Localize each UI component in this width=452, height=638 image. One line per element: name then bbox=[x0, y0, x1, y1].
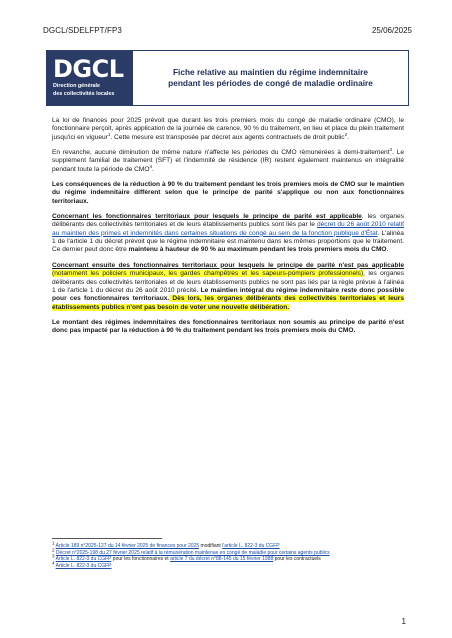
page-number: 1 bbox=[401, 617, 406, 626]
p2-text-b: . Le supplément familial de traitement (SFT) et l'indemnité de résidence (IR) restent également maintenus en intégralité pendant toute la période de CMO bbox=[52, 149, 404, 173]
footnotes bbox=[52, 540, 407, 570]
paragraph-4 bbox=[52, 213, 404, 255]
decret-2010-link[interactable]: décret du 26 août 2010 relatif au maintien des primes et indemnités dans certaines situations de congé au sein de la fonction publique d'État bbox=[52, 221, 404, 237]
footnote-ref-4[interactable]: 4 bbox=[149, 163, 153, 169]
footnote-link[interactable]: Article 189 n°2025-127 du 14 février 2025 de finances pour 2025 bbox=[55, 543, 200, 549]
p1-text-b: . Cette mesure est transposée par décret aux agents contractuels de droit public bbox=[110, 133, 345, 141]
footnote-link-2[interactable]: article 7 du décret n°88-145 du 15 février 1988 bbox=[170, 556, 274, 563]
dgcl-logo bbox=[47, 51, 133, 105]
p4-lead: Concernant les fonctionnaires territoriaux pour lesquels le principe de parité est applicable bbox=[52, 213, 362, 221]
paragraph-6: Le montant des régimes indemnitaires des fonctionnaires territoriaux non soumis au principe de parité n'est donc pas impacté par la réduction à 90 % du traitement pendant les trois premiers mois du CMO. bbox=[52, 318, 404, 335]
footnote-link-2[interactable]: l'article L. 822-3 du CGFP bbox=[222, 543, 280, 549]
footnote-number: 4 bbox=[52, 560, 55, 566]
p4-text-b: . L'alinéa 1 de l'article 1 du décret prévoit que le régime indemnitaire est maintenu dans les mêmes proportions que le traitement. Ce dernier peut donc être bbox=[52, 229, 404, 254]
p5-text-a: , les organes délibérants des collectivités territoriales et de leurs établissements publics ne sont pas liés par la règle prévue à l'alinéa 1 de l'article 1 du décret du 26 août 2010 précité. bbox=[52, 270, 404, 294]
footnote-text: pour les fonctionnaires et bbox=[111, 556, 171, 563]
footnote-ref-2[interactable]: 2 bbox=[344, 131, 348, 137]
document-reference: DGCL/SDELFPT/FP3 bbox=[43, 26, 122, 35]
p1-text-a: La loi de finances pour 2025 prévoit que durant les trois premiers mois du congé de maladie ordinaire (CMO), le fonctionnaire perçoit, après application de la journée de carence, 90 % du traitement, en lieu et place du plein traitement jusqu'ici en vigueur bbox=[52, 117, 404, 141]
footnote-ref-3[interactable]: 3 bbox=[389, 146, 393, 152]
p2-text-c: . bbox=[152, 165, 154, 173]
p2-text-a: En revanche, aucune diminution de même nature n'affecte les périodes du CMO rémunérées à demi-traitement bbox=[52, 149, 390, 157]
p4-text-a: , les organes délibérants des collectivités territoriales et de leurs établissements publics sont liés par le bbox=[52, 213, 404, 229]
footnote-ref-1[interactable]: 1 bbox=[107, 131, 111, 137]
footnote-link[interactable]: Décret n°2025-198 du 27 février 2025 relatif à la rémunération maintenue en congé de maladie pour certains agents publics bbox=[55, 549, 330, 556]
p1-text-c: . bbox=[347, 133, 349, 141]
p5-highlight-1: (notamment les policiers municipaux, les gardes champêtres et les sapeurs-pompiers professionnels) bbox=[52, 270, 364, 278]
title-line-1: Fiche relative au maintien du régime indemnitaire bbox=[172, 67, 369, 77]
p5-lead: Concernant ensuite des fonctionnaires territoriaux pour lesquels le principe de parité n'est pas applicable bbox=[52, 261, 404, 269]
footnote-1 bbox=[52, 540, 407, 549]
p5-bold: Le maintien intégral du régime indemnitaire reste donc possible pour ces fonctionnaires territoriaux. bbox=[52, 286, 404, 303]
logo-subtitle-1: Direction générale bbox=[53, 83, 101, 89]
p5-highlight-2: Dès lors, les organes délibérants des collectivités territoriales et leurs établissements publics n'ont pas besoin de voter une nouvelle délibération. bbox=[52, 295, 405, 311]
footnote-4 bbox=[52, 560, 407, 570]
footnote-number: 1 bbox=[52, 540, 55, 546]
document-date: 25/06/2025 bbox=[371, 26, 412, 35]
paragraph-5 bbox=[52, 262, 404, 312]
title-line-2: pendant les périodes de congé de maladie ordinaire bbox=[168, 78, 373, 88]
footnote-separator bbox=[52, 538, 162, 539]
footnote-text: modifiant bbox=[199, 543, 223, 549]
p4-bold: maintenu à hauteur de 90 % au maximum pendant les trois premiers mois du CMO bbox=[128, 246, 387, 254]
paragraph-3: Les conséquences de la réduction à 90 % du traitement pendant les trois premiers mois de CMO sur le maintien du régime indemnitaire diffèrent selon que le principe de parité s'applique ou non aux fonctionnaires territoriaux. bbox=[52, 181, 404, 205]
footnote-tail: pour les contractuels bbox=[273, 556, 321, 563]
title-banner bbox=[46, 50, 409, 106]
footnote-3 bbox=[52, 553, 407, 563]
p4-text-c: . bbox=[386, 246, 389, 254]
document-title bbox=[133, 51, 408, 105]
footnote-link[interactable]: Article L. 822-3 du CGFP bbox=[55, 563, 112, 570]
logo-subtitle-2: des collectivités locales bbox=[53, 90, 115, 97]
paragraph-2 bbox=[52, 146, 404, 174]
paragraph-1 bbox=[52, 117, 404, 142]
logo-acronym: DGCL bbox=[53, 55, 124, 83]
footnote-number: 3 bbox=[52, 553, 55, 559]
footnote-number: 2 bbox=[52, 547, 55, 553]
footnote-link[interactable]: Article L. 822-3 du CGFP bbox=[55, 556, 112, 563]
document-body bbox=[52, 117, 404, 343]
